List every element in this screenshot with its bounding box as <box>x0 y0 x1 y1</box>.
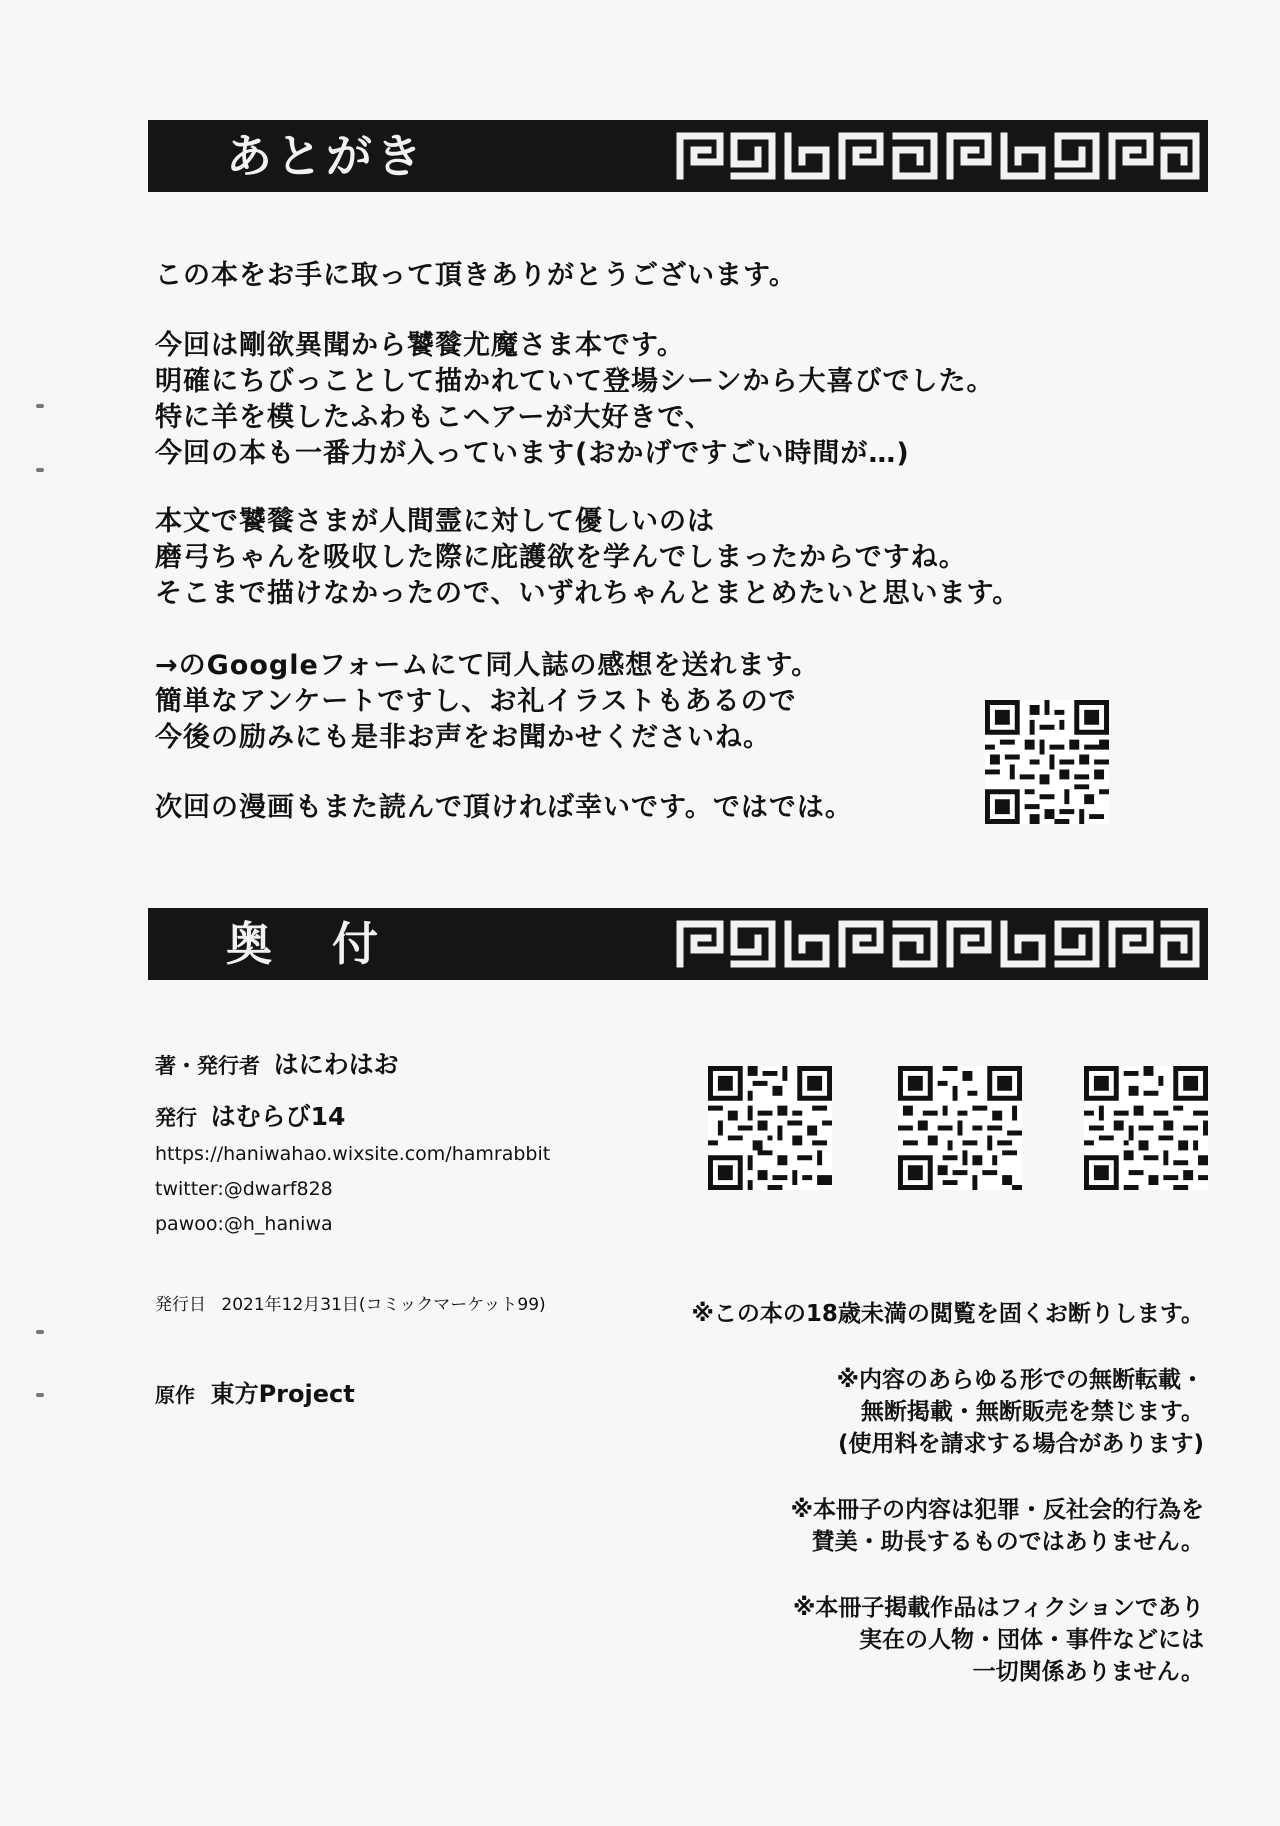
afterword-line: 今回の本も一番力が入っています(おかげですごい時間が…) <box>155 438 910 469</box>
website-link[interactable]: https://haniwahao.wixsite.com/hamrabbit <box>155 1143 551 1165</box>
issue-date-line <box>155 1290 546 1315</box>
afterword-line: 今後の励みにも是非お声をお聞かせくださいね。 <box>155 722 771 753</box>
afterword-line: 明確にちびっことして描かれていて登場シーンから大喜びでした。 <box>155 366 995 397</box>
twitter-handle[interactable]: twitter:@dwarf828 <box>155 1178 333 1200</box>
afterword-line: 本文で饕餮さまが人間霊に対して優しいのは <box>155 506 715 537</box>
afterword-paragraph-1 <box>155 258 797 294</box>
afterword-line: この本をお手に取って頂きありがとうございます。 <box>155 260 797 291</box>
colophon-banner <box>148 908 1208 980</box>
issue-date: 2021年12月31日(コミックマーケット99) <box>221 1295 546 1315</box>
notice-line: ※本冊子の内容は犯罪・反社会的行為を <box>790 1497 1204 1523</box>
issue-date-label: 発行日 <box>155 1295 206 1315</box>
page-edge-mark <box>36 468 44 472</box>
qr-code-image <box>708 1066 832 1190</box>
publisher-line <box>155 1097 345 1133</box>
afterword-paragraph-2 <box>155 328 994 472</box>
afterword-paragraph-3 <box>155 504 1020 612</box>
author-label: 著・発行者 <box>155 1054 260 1078</box>
page-edge-mark <box>36 1393 44 1397</box>
notice-line: ※この本の18歳未満の閲覧を固くお断りします。 <box>691 1301 1204 1327</box>
afterword-line: 磨弓ちゃんを吸収した際に庇護欲を学んでしまったからですね。 <box>155 542 967 573</box>
afterword-banner <box>148 120 1208 192</box>
original-work: 東方Project <box>210 1380 355 1408</box>
website-qr-code[interactable] <box>708 1066 832 1190</box>
meander-pattern <box>672 918 1202 970</box>
original-work-line <box>155 1374 355 1409</box>
qr-code-image <box>1084 1066 1208 1190</box>
afterword-line: そこまで描けなかったので、いずれちゃんとまとめたいと思います。 <box>155 578 1021 609</box>
google-form-qr-code[interactable] <box>985 700 1109 824</box>
afterword-line: 今回は剛欲異聞から饕餮尤魔さま本です。 <box>155 330 685 361</box>
afterword-paragraph-4 <box>155 648 819 756</box>
notice-line: 賛美・助長するものではありません。 <box>811 1529 1204 1555</box>
afterword-line: →のGoogleフォームにて同人誌の感想を送れます。 <box>155 650 820 681</box>
notice-line: 実在の人物・団体・事件などには <box>859 1627 1204 1653</box>
notice-age-restriction <box>691 1298 1204 1330</box>
colophon-heading: 奥 付 <box>226 917 401 971</box>
notice-line: (使用料を請求する場合があります) <box>837 1431 1204 1457</box>
qr-code-image <box>898 1066 1022 1190</box>
twitter-qr-code[interactable] <box>898 1066 1022 1190</box>
afterword-line: 特に羊を模したふわもこヘアーが大好きで、 <box>155 402 713 433</box>
afterword-heading: あとがき <box>226 129 426 183</box>
pawoo-qr-code[interactable] <box>1084 1066 1208 1190</box>
page-edge-mark <box>36 404 44 408</box>
notice-line: 一切関係ありません。 <box>972 1659 1204 1685</box>
original-work-label: 原作 <box>155 1383 195 1407</box>
notice-line: 無断掲載・無断販売を禁じます。 <box>860 1399 1204 1425</box>
notice-line: ※本冊子掲載作品はフィクションであり <box>792 1595 1204 1621</box>
notice-no-reproduction <box>837 1364 1204 1460</box>
page-edge-mark <box>36 1330 44 1334</box>
author-name: はにわはお <box>273 1050 399 1079</box>
publisher-label: 発行 <box>155 1106 197 1130</box>
afterword-paragraph-5 <box>155 790 853 826</box>
pawoo-handle[interactable]: pawoo:@h_haniwa <box>155 1213 333 1235</box>
afterword-line: 簡単なアンケートですし、お礼イラストもあるので <box>155 686 797 717</box>
meander-pattern <box>672 130 1202 182</box>
author-line <box>155 1045 399 1081</box>
notice-fiction <box>793 1592 1204 1688</box>
publisher-name: はむらび14 <box>210 1102 346 1131</box>
qr-code-image <box>985 700 1109 824</box>
afterword-line: 次回の漫画もまた読んで頂ければ幸いです。ではでは。 <box>155 792 853 823</box>
notice-no-endorsement <box>791 1494 1204 1558</box>
notice-line: ※内容のあらゆる形での無断転載・ <box>836 1367 1204 1393</box>
